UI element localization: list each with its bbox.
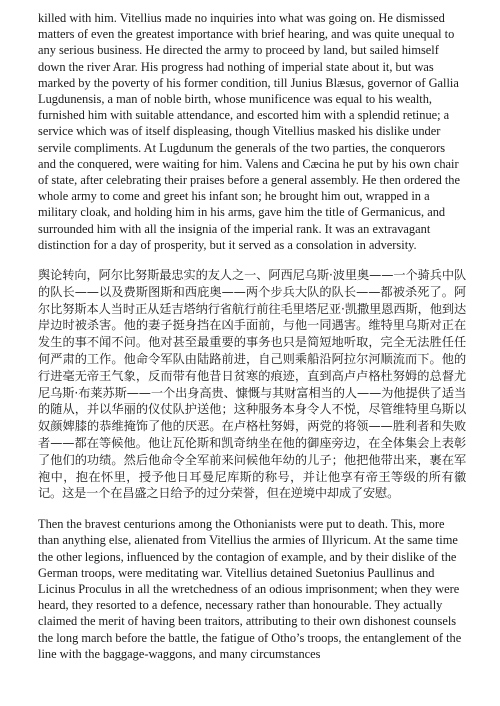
document-page (38, 10, 466, 676)
paragraph-english-1: killed with him. Vitellius made no inquiries into what was going on. He dismissed matters of even the greatest importance with brief hearing, and was quite unequal to any serious business. He directed the army to proceed by land, but sailed himself down the river Arar. His progress had nothing of imperial state about it, but was marked by the poverty of his former condition, till Junius Blæsus, governor of Gallia Lugdunensis, a man of noble birth, whose munificence was equal to his wealth, furnished him with suitable attendance, and escorted him with a splendid retinue; a service which was of itself displeasing, though Vitellius masked his dislike under servile compliments. At Lugdunum the generals of the two parties, the conquerors and the conquered, were waiting for him. Valens and Cæcina he put by his own chair of state, after celebrating their praises before a general assembly. He then ordered the whole army to come and greet his infant son; he brought him out, wrapped in a military cloak, and holding him in his arms, gave him the title of Germanicus, and surrounded him with all the insignia of the imperial rank. It was an extravagant distinction for a day of prosperity, but it served as a consolation in adversity. (38, 11, 461, 252)
paragraph-chinese-translation: 舆论转向，阿尔比努斯最忠实的友人之一、阿西尼乌斯·波里奥——一个骑兵中队的队长——以及费斯图斯和西庇奥——两个步兵大队的队长——都被杀死了。阿尔比努斯本人当时正从廷吉塔纳行省航行前往毛里塔尼亚·凯撒里恩西斯，他到达岸边时被杀害。他的妻子挺身挡在凶手面前，与他一同遇害。维特里乌斯对正在发生的事不闻不问。他对甚至最重要的事务也只是简短地听取，完全无法胜任任何严肃的工作。他命令军队由陆路前进，自己则乘船沿阿拉尔河顺流而下。他的行进毫无帝王气象，反而带有他昔日贫寒的痕迹，直到高卢卢格杜努姆的总督尤尼乌斯·布莱苏斯——一个出身高贵、慷慨与其财富相当的人——为他提供了适当的随从，并以华丽的仪仗队护送他；这种服务本身令人不悦，尽管维特里乌斯以奴颜婢膝的恭维掩饰了他的厌恶。在卢格杜努姆，两党的将领——胜利者和失败者——都在等候他。他让瓦伦斯和凯奇纳坐在他的御座旁边，在全体集会上表彰了他们的功绩。然后他命令全军前来问候他年幼的儿子；他把他带出来，裹在军袍中，抱在怀里，授予他日耳曼尼库斯的称号，并让他享有帝王等级的所有徽记。这是一个在昌盛之日给予的过分荣誉，但在逆境中却成了安慰。 (38, 268, 466, 501)
paragraph-english-2: Then the bravest centurions among the Othonianists were put to death. This, more than anything else, alienated from Vitellius the armies of Illyricum. At the same time the other legions, influenced by the contagion of example, and by their dislike of the German troops, were meditating war. Vitellius detained Suetonius Paullinus and Licinus Proculus in all the wretchedness of an odious imprisonment; when they were heard, they resorted to a defence, necessary rather than honourable. They actually claimed the merit of having been traitors, attributing to their own dishonest counsels the long march before the battle, the fatigue of Otho’s troops, the entanglement of the line with the baggage-waggons, and many circumstances (38, 517, 462, 661)
